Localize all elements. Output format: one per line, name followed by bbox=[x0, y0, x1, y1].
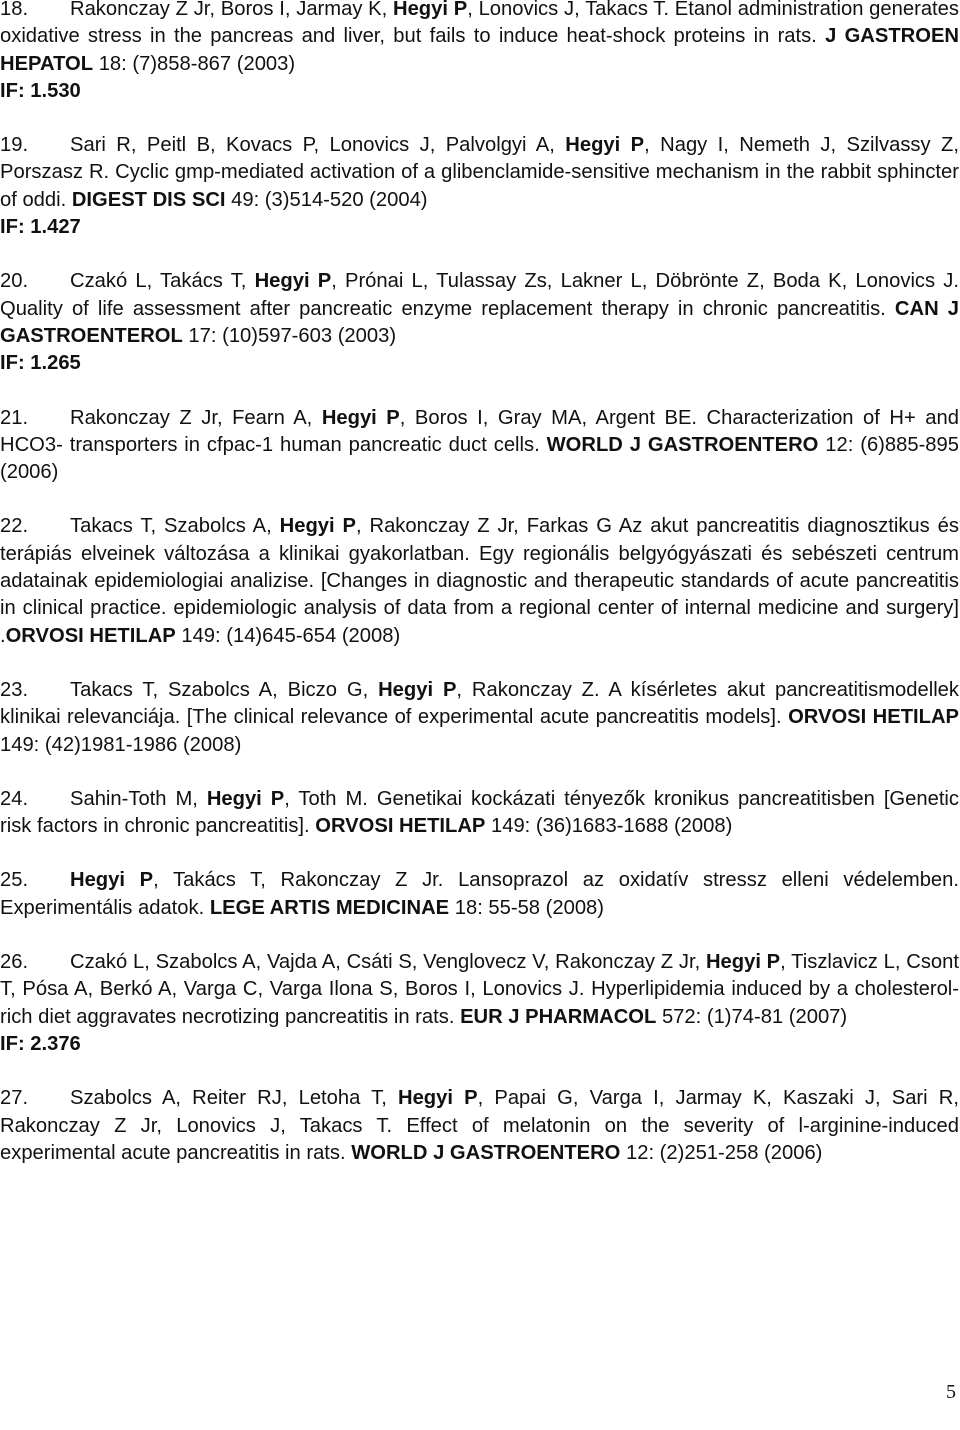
impact-factor: IF: 1.265 bbox=[0, 352, 81, 375]
journal-name: J GASTROEN HEPATOL bbox=[0, 25, 959, 75]
highlighted-author: Hegyi P bbox=[398, 1087, 478, 1110]
author-list: , Papai G, Varga I, Jarmay K, Kaszaki J, Sari R, Rakonczay Z Jr, Lonovics J, Takacs T. bbox=[0, 1087, 959, 1137]
author-list: Rakonczay Z Jr, Fearn A, bbox=[70, 406, 322, 429]
publication-entry bbox=[0, 405, 959, 487]
citation-details: 149: (36)1683-1688 (2008) bbox=[485, 815, 733, 838]
highlighted-author: Hegyi P bbox=[565, 134, 645, 157]
highlighted-author: Hegyi P bbox=[321, 406, 400, 429]
author-list: , Toth M. bbox=[284, 787, 377, 810]
author-list: , Rakonczay Z. bbox=[456, 678, 609, 701]
author-list: Takacs T, Szabolcs A, bbox=[70, 515, 280, 538]
entry-number: 22. bbox=[0, 515, 29, 538]
impact-factor: IF: 1.530 bbox=[0, 79, 81, 102]
publication-entry bbox=[0, 867, 959, 922]
entry-number: 27. bbox=[0, 1087, 29, 1110]
highlighted-author: Hegyi P bbox=[70, 869, 154, 892]
author-list: , Boros I, Gray MA, Argent BE. bbox=[399, 406, 707, 429]
entry-number: 25. bbox=[0, 869, 29, 892]
author-list: Czakó L, Szabolcs A, Vajda A, Csáti S, Venglovecz V, Rakonczay Z Jr, bbox=[70, 951, 706, 974]
entry-number: 24. bbox=[0, 787, 29, 810]
citation-details: 12: (6)885-895 (2006) bbox=[0, 433, 959, 484]
article-title: Effect of melatonin on the severity of l-arginine-induced experimental acute pancreatitis in rats. bbox=[0, 1114, 959, 1164]
journal-name: WORLD J GASTROENTERO bbox=[546, 433, 819, 456]
article-title: Etanol administration generates oxidative stress in the pancreas and liver, but fails to induce heat-shock proteins in rats. bbox=[0, 0, 959, 48]
journal-name: EUR J PHARMACOL bbox=[460, 1005, 657, 1028]
article-title: Characterization of H+ and HCO3- transporters in cfpac-1 human pancreatic duct cells. bbox=[0, 406, 959, 456]
entry-number: 21. bbox=[0, 406, 29, 429]
highlighted-author: Hegyi P bbox=[254, 270, 332, 293]
author-list: , Rakonczay Z Jr, Farkas G bbox=[355, 515, 619, 538]
entry-number: 20. bbox=[0, 270, 29, 293]
journal-name: WORLD J GASTROENTERO bbox=[351, 1141, 621, 1164]
author-list: , Lonovics J, Takacs T. bbox=[467, 0, 675, 20]
article-title: Genetikai kockázati tényezők kronikus pancreatitisben [Genetic risk factors in chronic pancreatitis]. bbox=[0, 787, 960, 838]
entry-number: 26. bbox=[0, 951, 29, 974]
author-list: Rakonczay Z Jr, Boros I, Jarmay K, bbox=[70, 0, 393, 20]
citation-details: 18: (7)858-867 (2003) bbox=[93, 52, 296, 75]
citation-details: 149: (14)645-654 (2008) bbox=[175, 624, 401, 647]
author-list: , Takács T, Rakonczay Z Jr. bbox=[153, 869, 459, 892]
entry-number: 18. bbox=[0, 0, 29, 20]
citation-details: 12: (2)251-258 (2006) bbox=[620, 1141, 823, 1164]
citation-details: 17: (10)597-603 (2003) bbox=[182, 324, 397, 347]
highlighted-author: Hegyi P bbox=[279, 515, 356, 538]
publication-entry bbox=[0, 513, 959, 649]
author-list: , Tiszlavicz L, Csont T, Pósa A, Berkó A, Varga C, Varga Ilona S, Boros I, Lonovics J. bbox=[0, 951, 959, 1001]
author-list: , Prónai L, Tulassay Zs, Lakner L, Döbrönte Z, Boda K, Lonovics J. bbox=[331, 270, 959, 293]
citation-details: 149: (42)1981-1986 (2008) bbox=[0, 733, 242, 756]
publication-entry bbox=[0, 0, 959, 105]
publication-entry bbox=[0, 268, 959, 377]
entry-number: 19. bbox=[0, 134, 29, 157]
author-list: Czakó L, Takács T, bbox=[70, 270, 255, 293]
article-title: A kísérletes akut pancreatitismodellek klinikai relevanciája. [The clinical relevance of experimental acute pancreatitis models]. bbox=[0, 678, 960, 729]
journal-name: ORVOSI HETILAP bbox=[788, 706, 960, 729]
highlighted-author: Hegyi P bbox=[206, 787, 285, 810]
citation-details: 572: (1)74-81 (2007) bbox=[656, 1005, 848, 1028]
publication-entry bbox=[0, 677, 959, 759]
page-number: 5 bbox=[946, 1381, 956, 1403]
journal-name: LEGE ARTIS MEDICINAE bbox=[209, 896, 450, 919]
highlighted-author: Hegyi P bbox=[378, 678, 457, 701]
impact-factor: IF: 2.376 bbox=[0, 1032, 81, 1055]
publication-entry bbox=[0, 949, 959, 1058]
impact-factor: IF: 1.427 bbox=[0, 216, 81, 239]
author-list: Takacs T, Szabolcs A, Biczo G, bbox=[70, 678, 379, 701]
journal-name: DIGEST DIS SCI bbox=[71, 188, 226, 211]
publication-entry bbox=[0, 786, 959, 841]
author-list: Sahin-Toth M, bbox=[70, 787, 207, 810]
citation-details: 18: 55-58 (2008) bbox=[449, 896, 605, 919]
highlighted-author: Hegyi P bbox=[705, 951, 781, 974]
journal-name: ORVOSI HETILAP bbox=[5, 624, 176, 647]
author-list: Szabolcs A, Reiter RJ, Letoha T, bbox=[70, 1087, 398, 1110]
citation-details: 49: (3)514-520 (2004) bbox=[225, 188, 428, 211]
publication-entry bbox=[0, 132, 959, 241]
journal-name: CAN J GASTROENTEROL bbox=[0, 297, 960, 347]
author-list: Sari R, Peitl B, Kovacs P, Lonovics J, Palvolgyi A, bbox=[70, 134, 566, 157]
entry-number: 23. bbox=[0, 678, 29, 701]
publication-entry bbox=[0, 1085, 959, 1167]
article-title: Az akut pancreatitis diagnosztikus és terápiás elveinek változása a klinikai gyakorlatban. Egy regionális belgyógyászati és sebészeti centrum adatainak epidemiologiai analizise. [Changes in diagnostic and therapeutic standards of acute pancreatitis in clinical practice. epidemiologic analysis of data from a regional center of internal medicine and surgery] . bbox=[0, 515, 959, 647]
article-title: Lansoprazol az oxidatív stressz elleni védelemben. Experimentális adatok. bbox=[0, 869, 959, 919]
highlighted-author: Hegyi P bbox=[393, 0, 468, 20]
journal-name: ORVOSI HETILAP bbox=[315, 815, 486, 838]
author-list: , Nagy I, Nemeth J, Szilvassy Z, Porszasz R. bbox=[0, 134, 959, 184]
article-title: Hyperlipidemia induced by a cholesterol-rich diet aggravates necrotizing pancreatitis in rats. bbox=[0, 978, 960, 1028]
article-title: Quality of life assessment after pancreatic enzyme replacement therapy in chronic pancreatitis. bbox=[0, 297, 895, 320]
article-title: Cyclic gmp-mediated activation of a glibenclamide-sensitive mechanism in the rabbit sphincter of oddi. bbox=[0, 161, 959, 211]
